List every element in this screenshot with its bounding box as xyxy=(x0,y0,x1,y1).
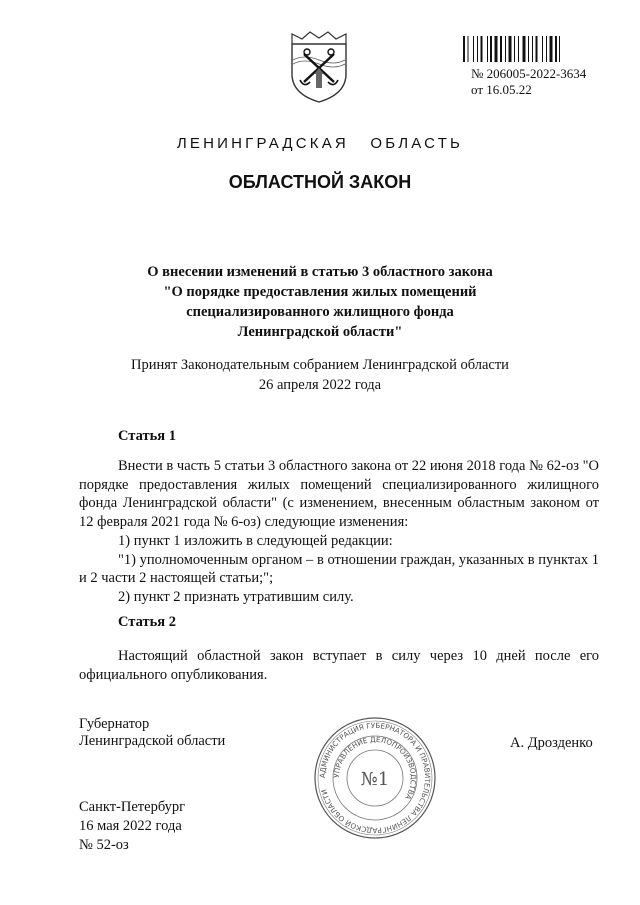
barcode xyxy=(462,36,602,62)
article-1-body xyxy=(79,457,599,607)
article-1-heading: Статья 1 xyxy=(118,428,176,444)
signatory-position-line-2: Ленинградской области xyxy=(79,733,226,749)
signing-date: 16 мая 2022 года xyxy=(79,818,182,834)
signatory-name: А. Дрозденко xyxy=(510,735,593,751)
registration-block xyxy=(471,66,586,98)
adoption-date: 26 апреля 2022 года xyxy=(258,377,382,393)
article-1-item-2: 2) пункт 2 признать утратившим силу. xyxy=(118,588,354,605)
article-2-text: Настоящий областной закон вступает в силу через 10 дней после его официального опубликования. xyxy=(79,648,599,683)
registration-date: от 16.05.22 xyxy=(471,82,532,97)
law-title-line: "О порядке предоставления жилых помещений xyxy=(163,284,477,300)
official-seal-stamp xyxy=(313,716,437,840)
coat-of-arms-emblem xyxy=(288,30,350,104)
barcode-bar xyxy=(468,36,469,62)
law-title-line: Ленинградской области" xyxy=(237,324,403,340)
barcode-bar xyxy=(490,36,492,62)
barcode-bar xyxy=(542,36,543,62)
barcode-bar xyxy=(528,36,529,62)
law-title-line: О внесении изменений в статью 3 областного закона xyxy=(147,264,493,280)
barcode-bar xyxy=(473,36,474,62)
adoption-note xyxy=(80,355,560,395)
barcode-bar xyxy=(477,36,478,62)
article-1-intro: Внести в часть 5 статьи 3 областного закона от 22 июня 2018 года № 62-оз "О порядке предоставления жилых помещений специализированного жилищного фонда Ленинградской области" (с изменением, внесенным областным законом от 12 февраля 2021 года № 6-оз) следующие изменения: xyxy=(79,458,599,531)
signatory-position-line-1: Губернатор xyxy=(79,716,150,732)
barcode-bar xyxy=(532,36,533,62)
signatory-position xyxy=(79,716,225,750)
adoption-line: Принят Законодательным собранием Ленинградской области xyxy=(131,357,509,373)
svg-text:№1: №1 xyxy=(360,769,390,790)
barcode-bar xyxy=(550,36,553,62)
barcode-bar xyxy=(536,36,538,62)
article-1-item-1: 1) пункт 1 изложить в следующей редакции: xyxy=(118,532,393,549)
barcode-bar xyxy=(546,36,547,62)
barcode-bar xyxy=(555,36,557,62)
signing-city: Санкт-Петербург xyxy=(79,799,186,815)
barcode-bar xyxy=(518,36,519,62)
law-title-line: специализированного жилищного фонда xyxy=(186,304,454,320)
svg-text:УПРАВЛЕНИЕ ДЕЛОПРОИЗВОДСТВА: УПРАВЛЕНИЕ ДЕЛОПРОИЗВОДСТВА xyxy=(331,734,419,802)
barcode-bar xyxy=(505,36,506,62)
article-2-heading: Статья 2 xyxy=(118,614,176,630)
region-name: ЛЕНИНГРАДСКАЯ ОБЛАСТЬ xyxy=(176,135,464,152)
article-2-body xyxy=(79,647,599,684)
signing-details xyxy=(79,798,185,855)
barcode-bar xyxy=(559,36,560,62)
barcode-bar xyxy=(514,36,515,62)
article-1-quote: "1) уполномоченным органом – в отношении граждан, указанных в пунктах 1 и 2 части 2 настоящей статьи;"; xyxy=(79,551,599,587)
barcode-bar xyxy=(523,36,526,62)
barcode-bar xyxy=(500,36,502,62)
barcode-bar xyxy=(463,36,465,62)
law-number: № 52-оз xyxy=(79,837,129,853)
barcode-bar xyxy=(487,36,488,62)
barcode-bar xyxy=(509,36,512,62)
svg-text:АДМИНИСТРАЦИЯ ГУБЕРНАТОРА И ПР: АДМИНИСТРАЦИЯ ГУБЕРНАТОРА И ПРАВИТЕЛЬСТВА ЛЕНИНГРАДСКОЙ ОБЛАСТИ xyxy=(317,720,433,836)
law-title xyxy=(100,262,540,342)
barcode-bar xyxy=(481,36,483,62)
registration-number: № 206005-2022-3634 xyxy=(471,66,587,81)
document-type: ОБЛАСТНОЙ ЗАКОН xyxy=(228,172,412,192)
barcode-bar xyxy=(495,36,498,62)
